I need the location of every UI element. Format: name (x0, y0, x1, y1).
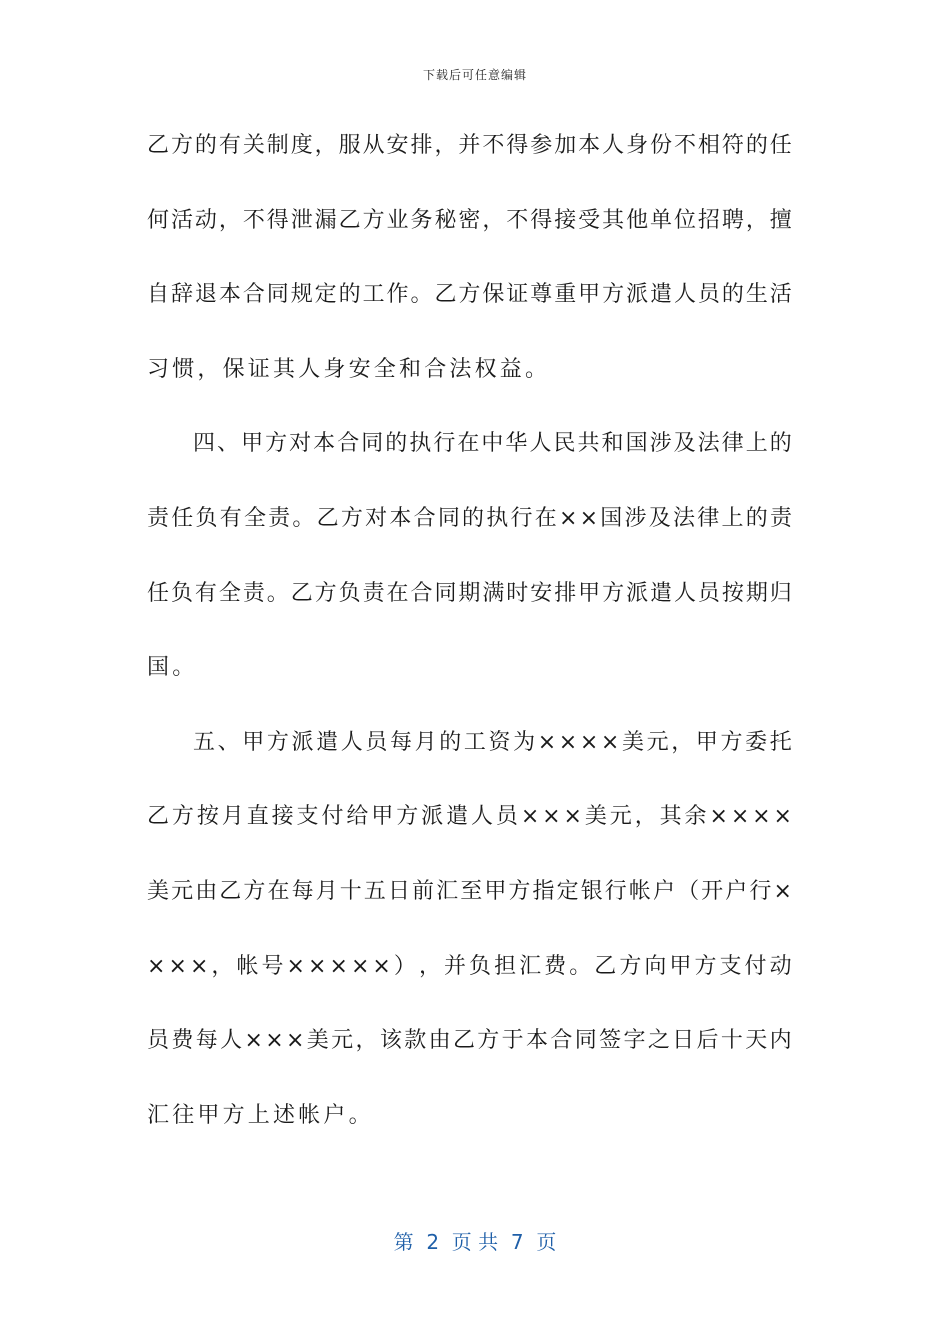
paragraph-line: 责 任 负 有 全 责 。 乙 方 对 本 合 同 的 执 行 在 × × 国 涉 及 法 律 上 的 责 (147, 505, 792, 531)
paragraph-line: 乙 方 的 有 关 制 度 ， 服 从 安 排 ， 并 不 得 参 加 本 人 身 份 不 相 符 的 任 (147, 133, 792, 158)
paragraph-line: 习惯，保证其人身安全和合法权益。 (147, 356, 551, 382)
paragraph-line: × × × ， 帐 号 × × × × × ） ， 并 负 担 汇 费 。 乙 方 向 甲 方 支 付 动 (147, 953, 792, 979)
paragraph-line: 美 元 由 乙 方 在 每 月 十 五 日 前 汇 至 甲 方 指 定 银 行 帐 户 （ 开 户 行 × (147, 878, 792, 904)
document-body (147, 126, 792, 1170)
paragraph-line: 何 活 动 ， 不 得 泄 漏 乙 方 业 务 秘 密 ， 不 得 接 受 其 他 单 位 招 聘 ， 擅 (147, 207, 792, 233)
paragraph-line: 任 负 有 全 责 。 乙 方 负 责 在 合 同 期 满 时 安 排 甲 方 派 遣 人 员 按 期 归 (147, 580, 792, 606)
paragraph-line: 四 、 甲 方 对 本 合 同 的 执 行 在 中 华 人 民 共 和 国 涉 及 法 律 上 的 (193, 431, 792, 457)
paragraph-line: 乙 方 按 月 直 接 支 付 给 甲 方 派 遣 人 员 × × × 美 元 ， 其 余 × × × × (147, 804, 792, 830)
paragraph-line: 国。 (147, 655, 198, 681)
page-number: 第 2 页 共 7 页 (393, 1230, 557, 1254)
paragraph-line: 汇往甲方上述帐户。 (147, 1102, 374, 1128)
header-note: 下载后可任意编辑 (422, 68, 527, 82)
paragraph-line: 五 、 甲 方 派 遣 人 员 每 月 的 工 资 为 × × × × 美 元 ， 甲 方 委 托 (193, 729, 792, 755)
paragraph-line: 自 辞 退 本 合 同 规 定 的 工 作 。 乙 方 保 证 尊 重 甲 方 派 遣 人 员 的 生 活 (147, 282, 792, 308)
paragraph-line: 员 费 每 人 × × × 美 元 ， 该 款 由 乙 方 于 本 合 同 签 字 之 日 后 十 天 内 (147, 1028, 792, 1054)
